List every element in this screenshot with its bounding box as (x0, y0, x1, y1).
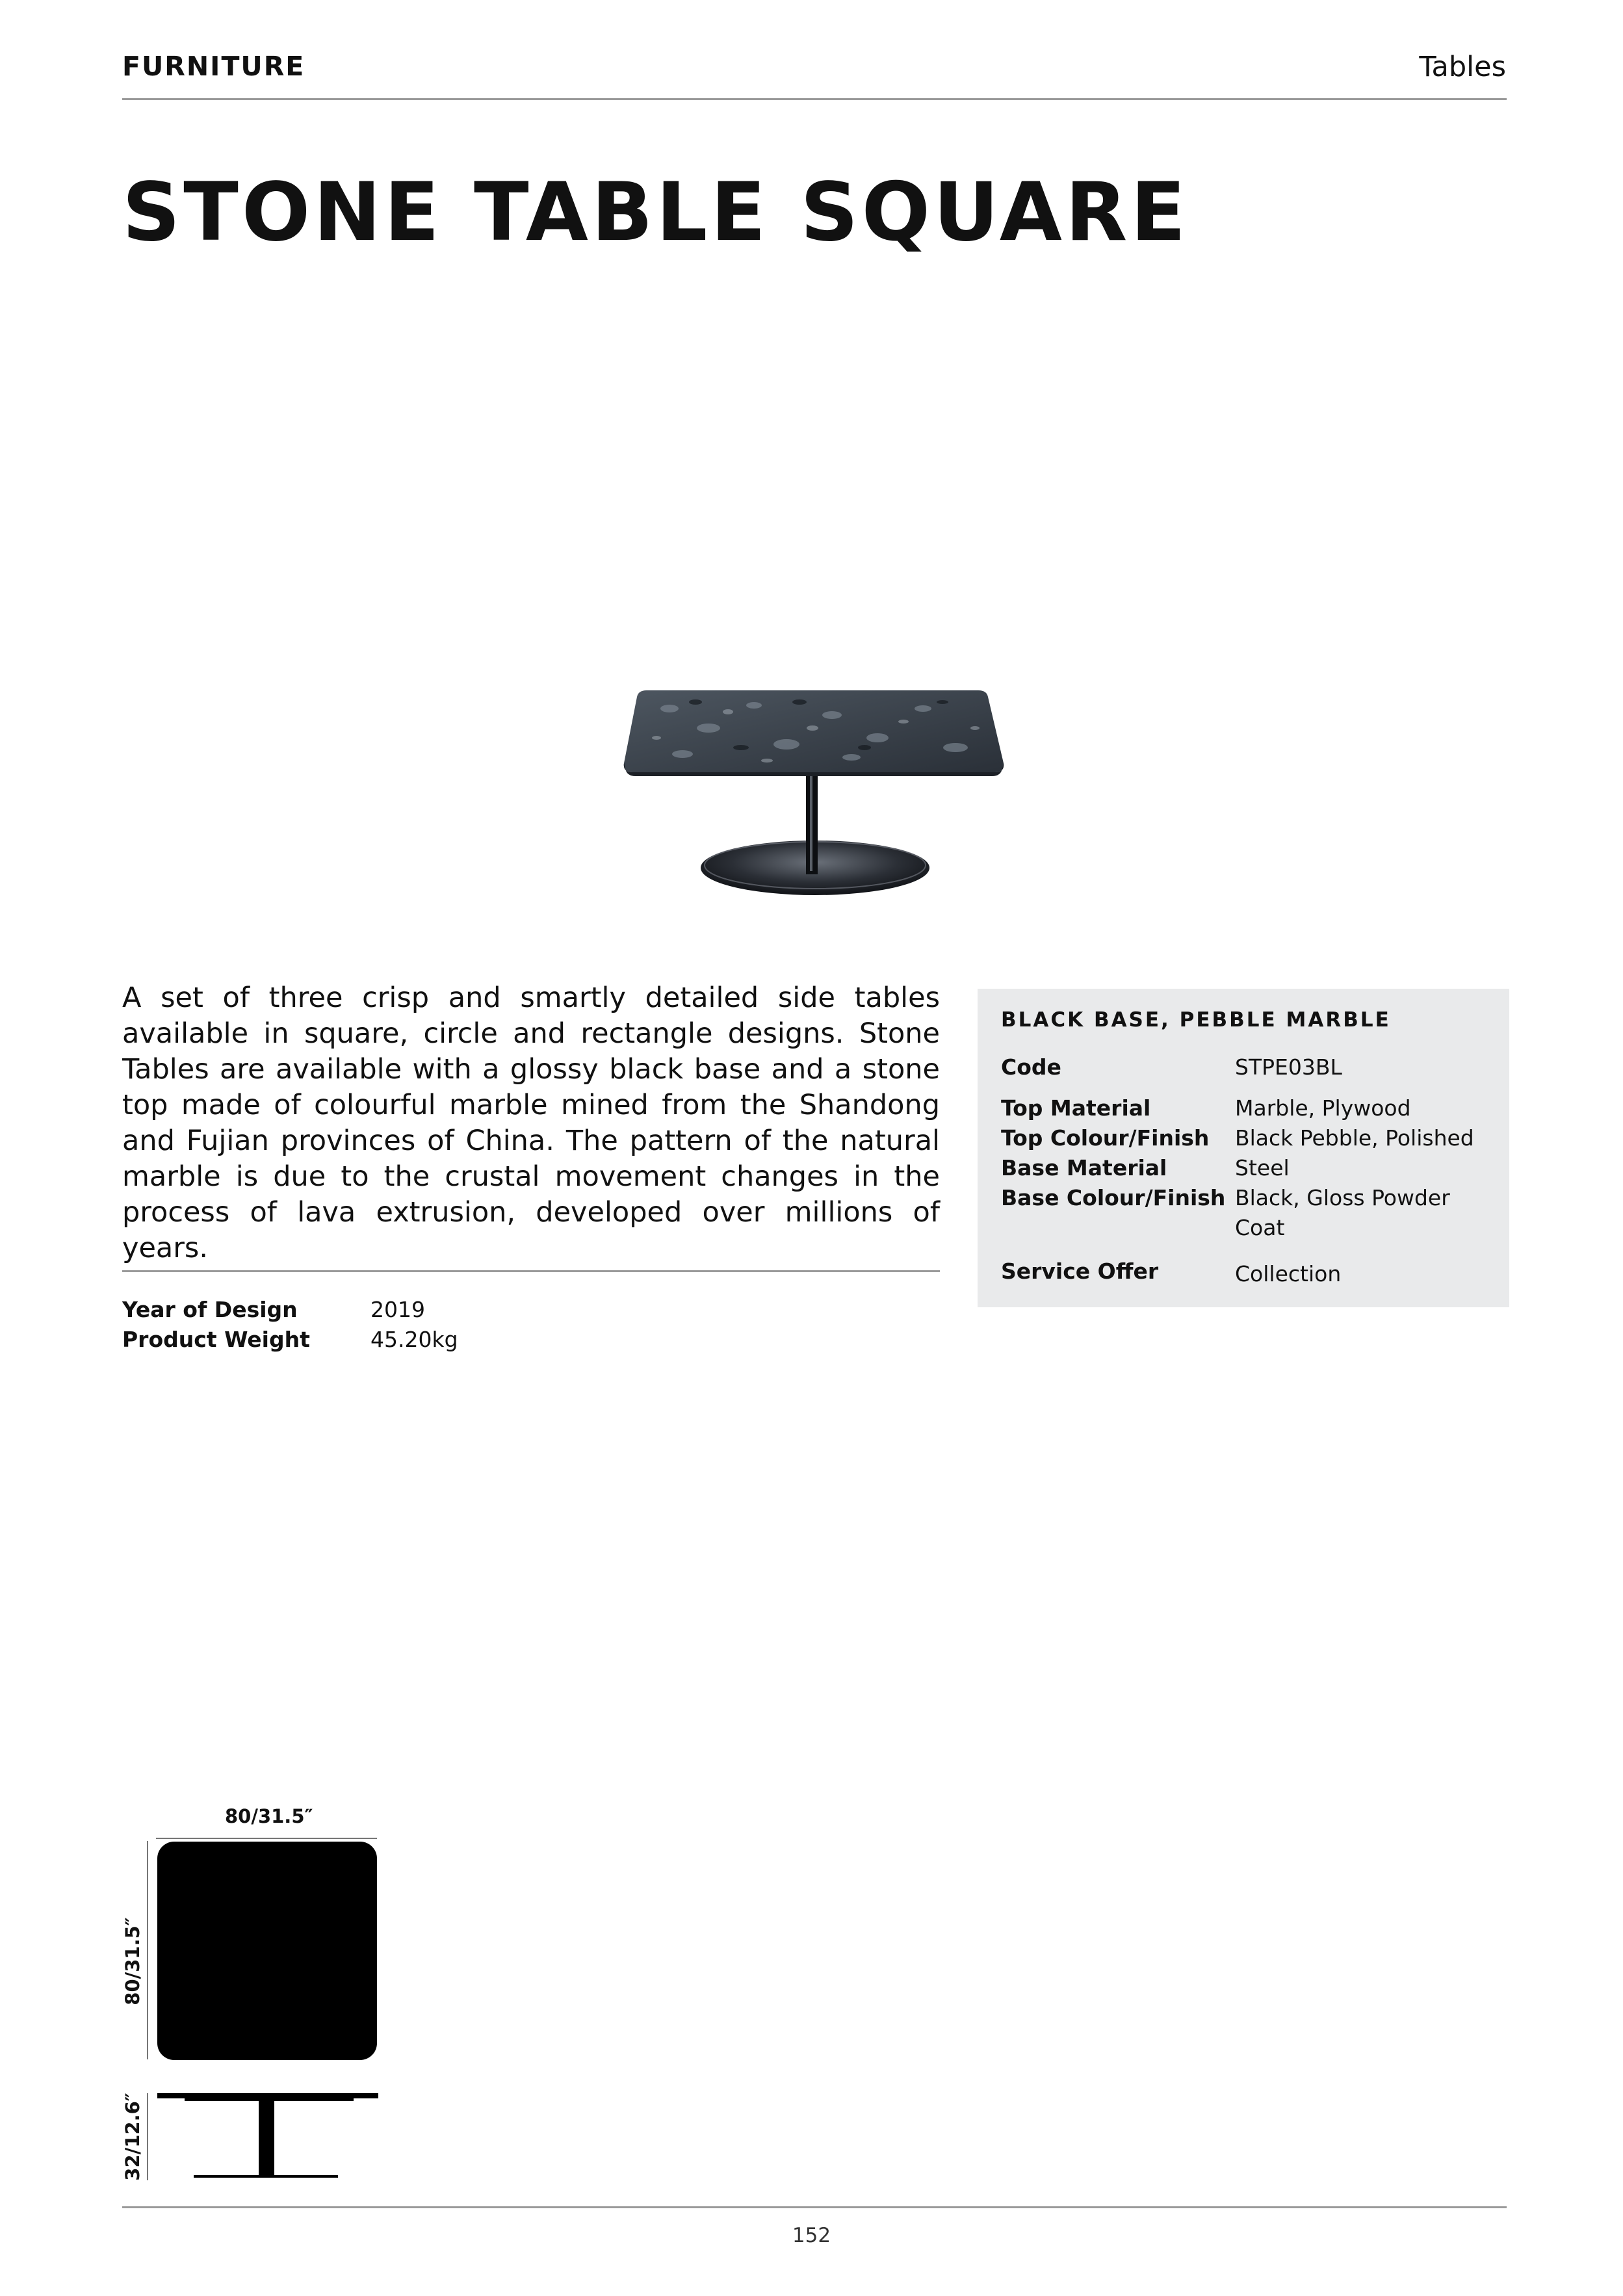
page-number: 152 (792, 2224, 831, 2247)
spec-value: Black Pebble, Polished (1235, 1125, 1474, 1151)
description-divider (122, 1270, 940, 1272)
category-label: Tables (1419, 51, 1506, 83)
spec-heading: BLACK BASE, PEBBLE MARBLE (1001, 1008, 1391, 1032)
meta-label: Product Weight (122, 1327, 310, 1352)
spec-label: Service Offer (1001, 1259, 1159, 1284)
spec-value: Collection (1235, 1261, 1342, 1286)
height-dimension-label: 32/12.6″ (122, 2093, 144, 2181)
spec-label: Top Colour/Finish (1001, 1125, 1210, 1151)
spec-value: Steel (1235, 1155, 1290, 1181)
spec-value: Marble, Plywood (1235, 1095, 1411, 1121)
spec-value: STPE03BL (1235, 1054, 1342, 1080)
spec-label: Top Material (1001, 1095, 1151, 1121)
depth-dimension-line (147, 1841, 148, 2059)
meta-year (122, 1297, 425, 1322)
table-elevation-drawing (156, 2093, 380, 2184)
meta-value: 45.20kg (370, 1327, 458, 1352)
meta-value: 2019 (370, 1297, 425, 1322)
height-dimension-line (147, 2093, 148, 2180)
spec-panel (978, 989, 1509, 1307)
meta-label: Year of Design (122, 1297, 298, 1322)
product-description: A set of three crisp and smartly detailed side tables available in square, circle and rectangle designs. Stone Tables are available with a glossy black base and a stone top made of colourful marble mined from the Shandong and Fujian provinces of China. The pattern of the natural marble is due to the crustal movement changes in the process of lava extrusion, developed over millions of years. (122, 982, 940, 1264)
spec-label: Base Colour/Finish (1001, 1185, 1226, 1210)
footer-divider (122, 2206, 1507, 2208)
spec-label: Base Material (1001, 1155, 1167, 1181)
spec-label: Code (1001, 1054, 1061, 1080)
table-top-plan (157, 1842, 377, 2060)
depth-dimension-label: 80/31.5″ (122, 1917, 144, 2005)
width-dimension-line (156, 1838, 377, 1839)
section-label: FURNITURE (122, 51, 305, 82)
width-dimension-label: 80/31.5″ (225, 1805, 313, 1827)
meta-weight (122, 1327, 458, 1352)
product-image (617, 683, 1007, 904)
spec-value: Black, Gloss Powder Coat (1235, 1185, 1450, 1240)
header-divider (122, 98, 1507, 100)
page-title: STONE TABLE SQUARE (122, 166, 1189, 259)
